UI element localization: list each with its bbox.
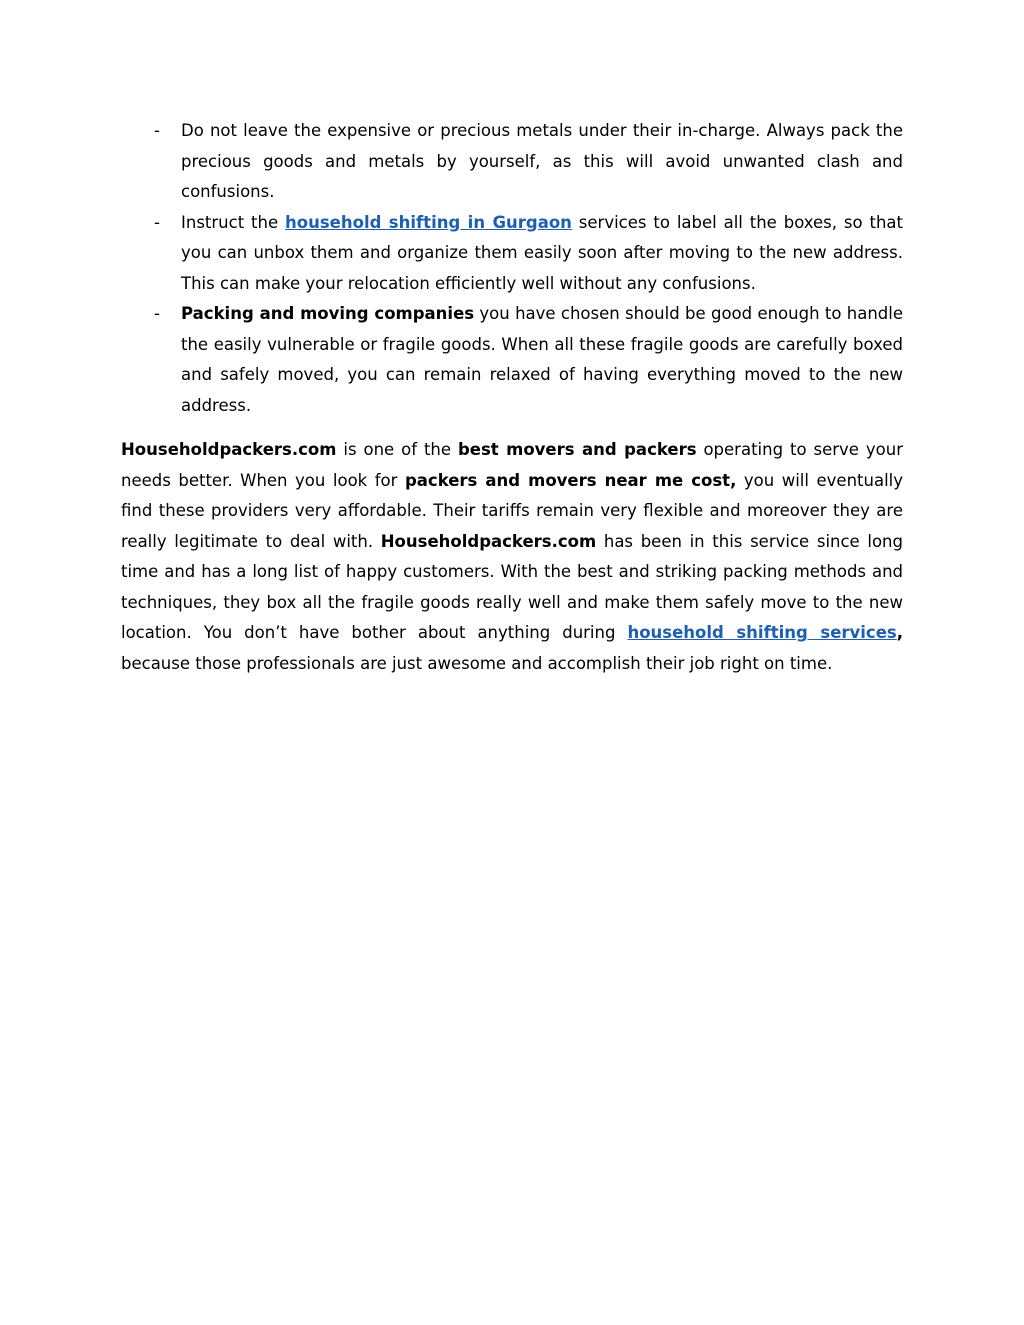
paragraph-text: is one of the: [336, 440, 458, 459]
bullet-text-post: you have chosen should be good enough to handle the easily vulnerable or fragile goods. When all these fragile goods are carefully boxed and safely moved, you can remain relaxed of having everything moved to the new address.: [181, 304, 903, 415]
bullet-item-metals: [121, 116, 903, 208]
bullet-dash: -: [154, 121, 160, 140]
paragraph-text: operating to serve your needs better. When you look for: [121, 440, 903, 490]
body-paragraph: [121, 435, 903, 679]
bullet-dash: -: [154, 304, 160, 323]
paragraph-text: you will eventually find these providers very affordable. Their tariffs remain very flexible and moreover they are really legitimate to deal with.: [121, 470, 903, 551]
bullet-text: Do not leave the expensive or precious metals under their in-charge. Always pack the precious goods and metals by yourself, as this will avoid unwanted clash and confusions.: [181, 121, 903, 201]
paragraph-text: has been in this service since long time and has a long list of happy customers. With the best and striking packing methods and techniques, they box all the fragile goods really well and make them safely move to the new location. You don’t have bother about anything during: [121, 531, 903, 642]
bullet-item-companies: [121, 299, 903, 421]
bullet-dash: -: [154, 212, 160, 232]
bullet-item-labels: [121, 208, 903, 300]
household-shifting-gurgaon-link[interactable]: household shifting in Gurgaon: [285, 212, 572, 232]
comma: ,: [896, 623, 904, 642]
bullet-list: [121, 116, 903, 421]
bullet-bold-text: Packing and moving companies: [181, 304, 475, 323]
brand-name: Householdpackers.com: [380, 531, 597, 551]
household-shifting-services-link[interactable]: household shifting services: [627, 623, 897, 642]
brand-name: Householdpackers.com: [121, 440, 337, 459]
bullet-text-post: services to label all the boxes, so that you can unbox them and organize them easily soon after moving to the new address. This can make your relocation efficiently well without any confusions.: [181, 212, 903, 293]
bold-phrase: best movers and packers: [457, 440, 697, 459]
paragraph-text: because those professionals are just awesome and accomplish their job right on time.: [121, 653, 833, 673]
bold-phrase: packers and movers near me cost,: [404, 470, 737, 490]
bullet-text-pre: Instruct the: [181, 212, 286, 232]
